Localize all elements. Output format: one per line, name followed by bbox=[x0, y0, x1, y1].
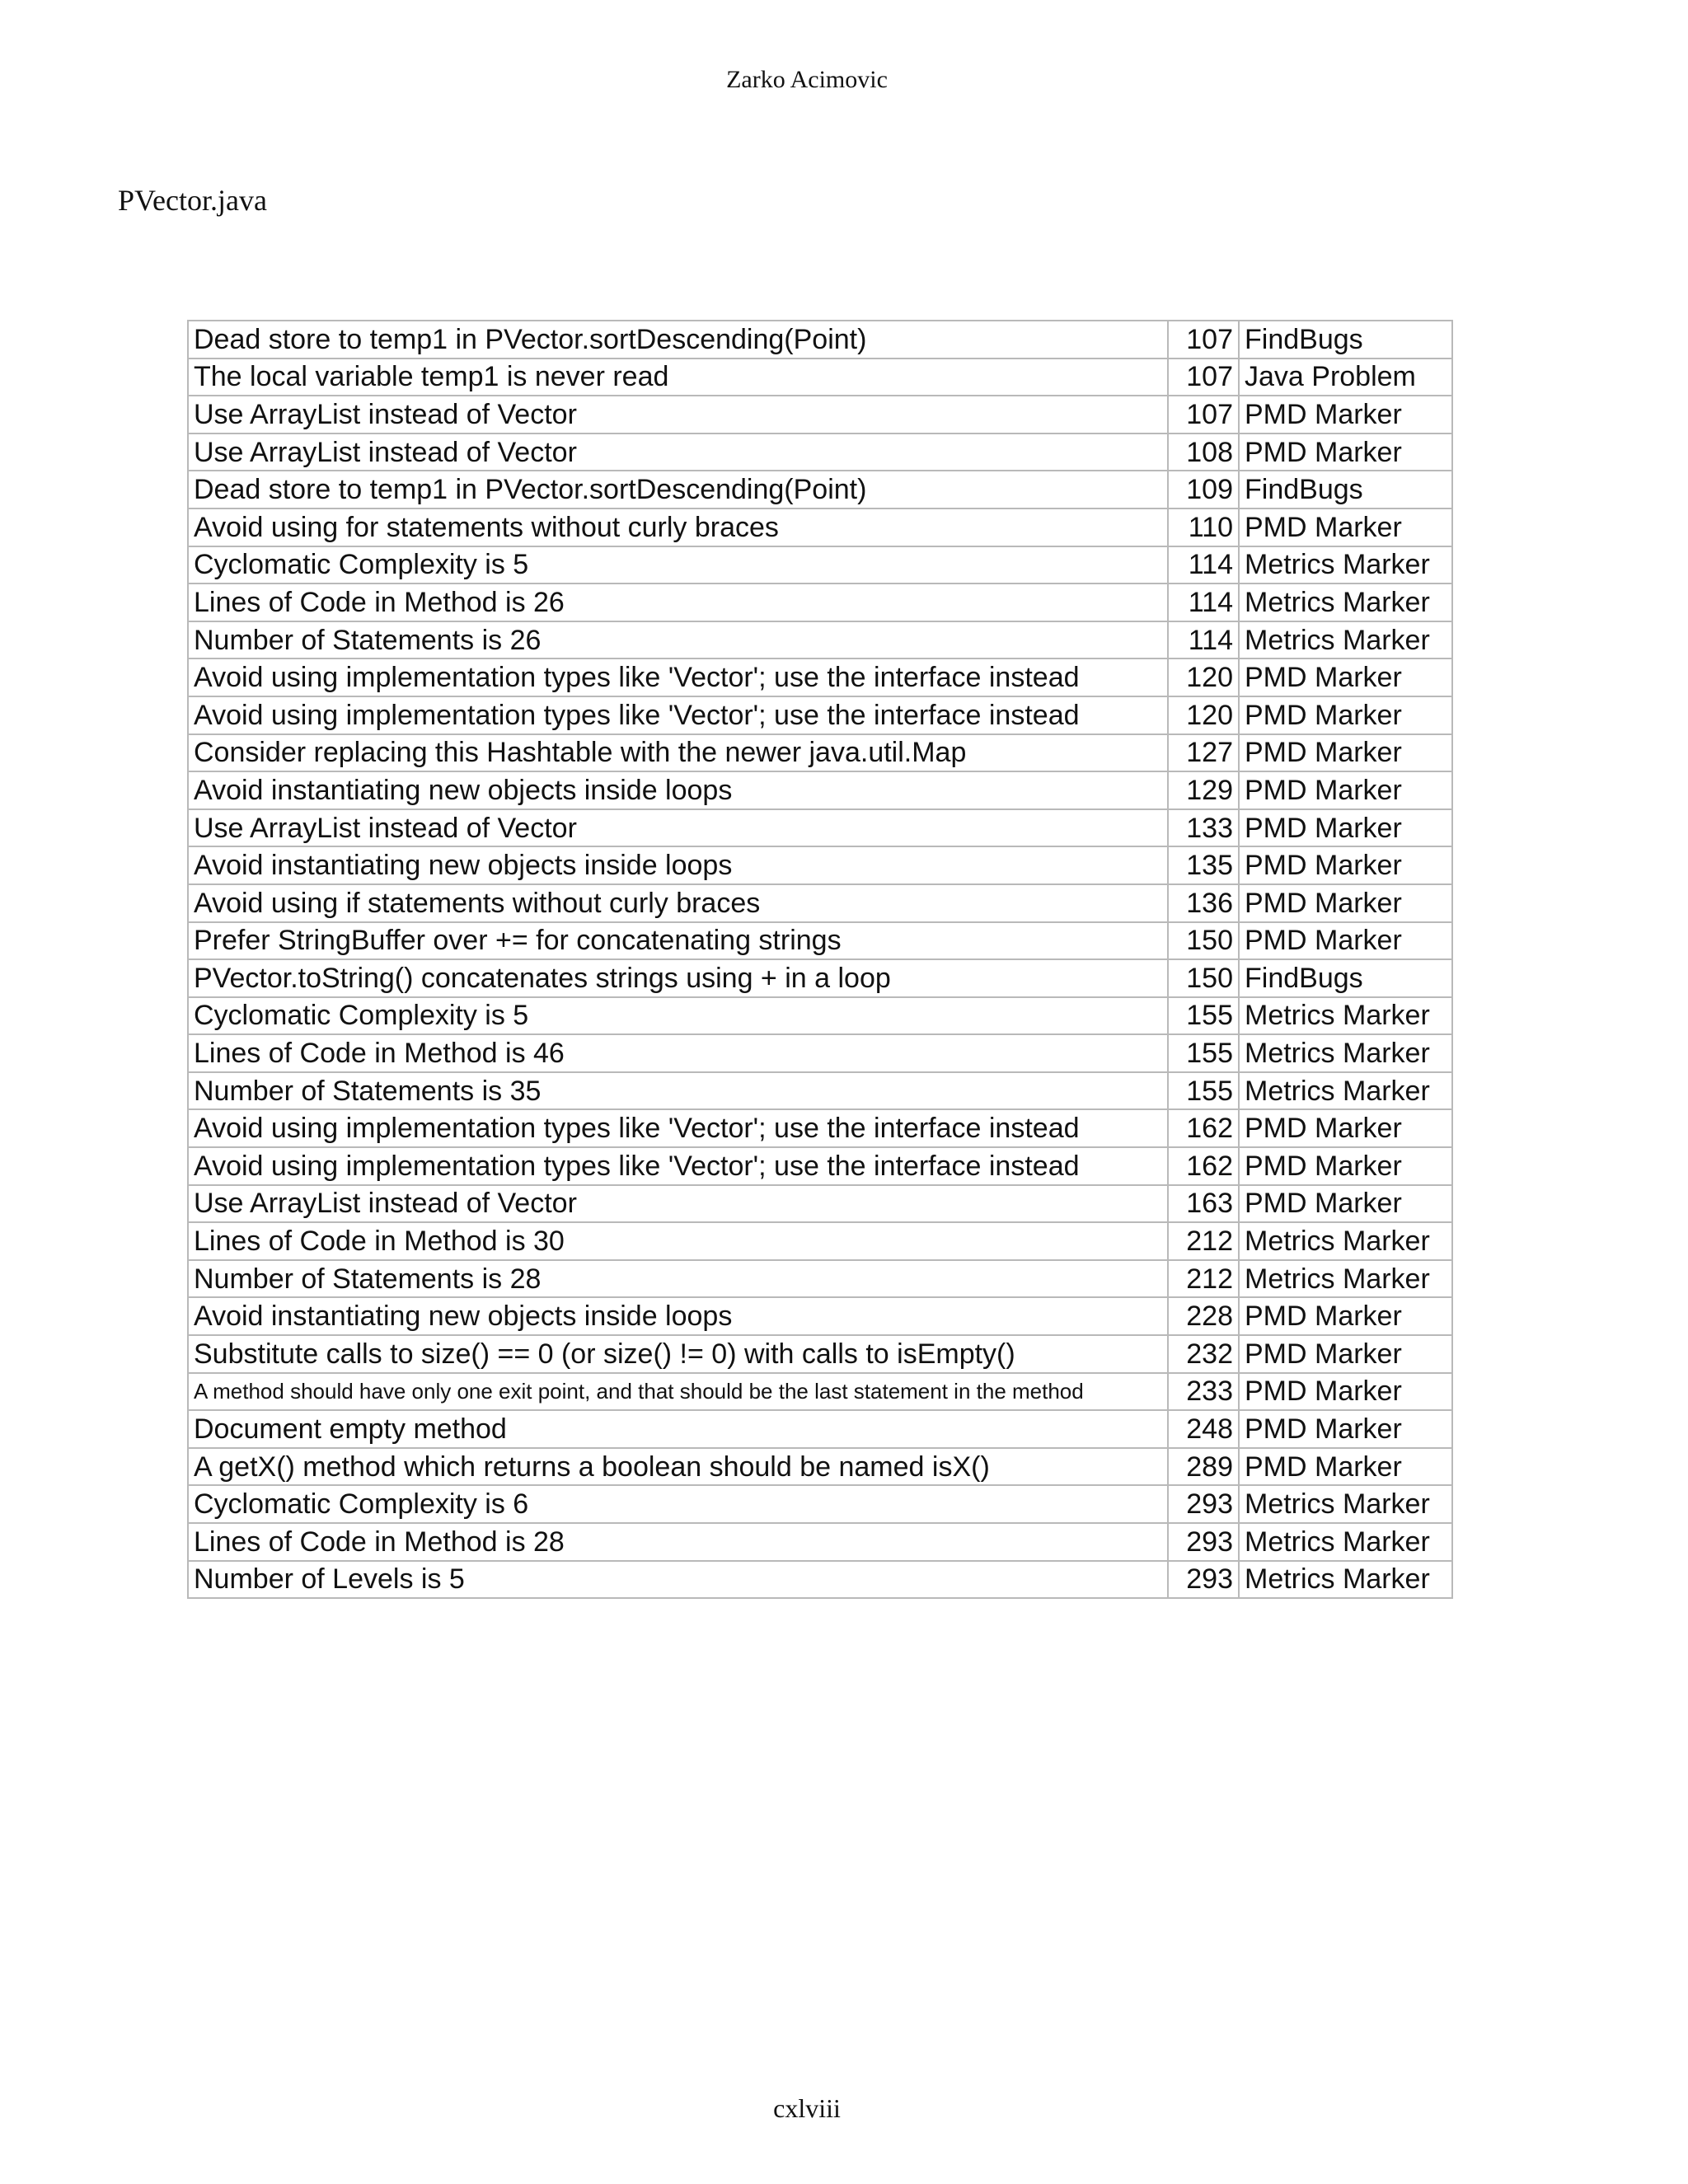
marker-type-cell: Metrics Marker bbox=[1239, 1034, 1452, 1072]
issue-message-cell: Lines of Code in Method is 26 bbox=[188, 583, 1168, 621]
line-number-cell: 163 bbox=[1168, 1185, 1239, 1223]
line-number-cell: 228 bbox=[1168, 1297, 1239, 1335]
line-number-cell: 293 bbox=[1168, 1523, 1239, 1561]
issue-message-cell: Number of Levels is 5 bbox=[188, 1561, 1168, 1599]
line-number-cell: 114 bbox=[1168, 583, 1239, 621]
line-number-cell: 150 bbox=[1168, 959, 1239, 997]
table-row bbox=[188, 509, 1452, 546]
issue-message-cell: Avoid instantiating new objects inside loops bbox=[188, 846, 1168, 884]
line-number-cell: 136 bbox=[1168, 884, 1239, 922]
line-number-cell: 107 bbox=[1168, 396, 1239, 434]
table-row bbox=[188, 1185, 1452, 1223]
table-row bbox=[188, 696, 1452, 734]
marker-type-cell: Metrics Marker bbox=[1239, 583, 1452, 621]
marker-type-cell: PMD Marker bbox=[1239, 1410, 1452, 1448]
marker-type-cell: Metrics Marker bbox=[1239, 1222, 1452, 1260]
table-row bbox=[188, 1335, 1452, 1373]
issue-message-cell: Avoid instantiating new objects inside loops bbox=[188, 771, 1168, 809]
table-row bbox=[188, 922, 1452, 960]
line-number-cell: 293 bbox=[1168, 1485, 1239, 1523]
issue-message-cell: Number of Statements is 35 bbox=[188, 1072, 1168, 1110]
marker-type-cell: PMD Marker bbox=[1239, 1147, 1452, 1185]
marker-type-cell: FindBugs bbox=[1239, 471, 1452, 509]
issue-message-cell: A getX() method which returns a boolean should be named isX() bbox=[188, 1448, 1168, 1486]
table-row bbox=[188, 1523, 1452, 1561]
line-number-cell: 155 bbox=[1168, 1034, 1239, 1072]
table-row bbox=[188, 1260, 1452, 1298]
issue-message-cell: Substitute calls to size() == 0 (or size() != 0) with calls to isEmpty() bbox=[188, 1335, 1168, 1373]
line-number-cell: 150 bbox=[1168, 922, 1239, 960]
table-row bbox=[188, 1222, 1452, 1260]
table-row bbox=[188, 1485, 1452, 1523]
issue-message-cell: Dead store to temp1 in PVector.sortDescending(Point) bbox=[188, 471, 1168, 509]
issue-message-cell: Lines of Code in Method is 46 bbox=[188, 1034, 1168, 1072]
line-number-cell: 107 bbox=[1168, 321, 1239, 359]
marker-type-cell: PMD Marker bbox=[1239, 884, 1452, 922]
issue-message-cell: The local variable temp1 is never read bbox=[188, 359, 1168, 396]
marker-type-cell: PMD Marker bbox=[1239, 734, 1452, 772]
issue-message-cell: Lines of Code in Method is 28 bbox=[188, 1523, 1168, 1561]
marker-type-cell: Metrics Marker bbox=[1239, 1523, 1452, 1561]
line-number-cell: 127 bbox=[1168, 734, 1239, 772]
issue-message-cell: Prefer StringBuffer over += for concatenating strings bbox=[188, 922, 1168, 960]
table-row bbox=[188, 471, 1452, 509]
marker-type-cell: PMD Marker bbox=[1239, 434, 1452, 471]
issue-message-cell: Avoid using if statements without curly braces bbox=[188, 884, 1168, 922]
table-row bbox=[188, 658, 1452, 696]
line-number-cell: 114 bbox=[1168, 621, 1239, 659]
issue-message-cell: Avoid using for statements without curly braces bbox=[188, 509, 1168, 546]
marker-type-cell: PMD Marker bbox=[1239, 1335, 1452, 1373]
line-number-cell: 114 bbox=[1168, 546, 1239, 584]
marker-type-cell: Metrics Marker bbox=[1239, 1072, 1452, 1110]
line-number-cell: 293 bbox=[1168, 1561, 1239, 1599]
line-number-cell: 212 bbox=[1168, 1260, 1239, 1298]
issue-message-cell: Cyclomatic Complexity is 6 bbox=[188, 1485, 1168, 1523]
table-row bbox=[188, 434, 1452, 471]
issue-message-cell: Number of Statements is 26 bbox=[188, 621, 1168, 659]
marker-type-cell: FindBugs bbox=[1239, 959, 1452, 997]
line-number-cell: 129 bbox=[1168, 771, 1239, 809]
line-number-cell: 120 bbox=[1168, 696, 1239, 734]
issue-message-cell: Use ArrayList instead of Vector bbox=[188, 1185, 1168, 1223]
table-row bbox=[188, 846, 1452, 884]
marker-type-cell: PMD Marker bbox=[1239, 1448, 1452, 1486]
marker-type-cell: Metrics Marker bbox=[1239, 1260, 1452, 1298]
marker-type-cell: FindBugs bbox=[1239, 321, 1452, 359]
line-number-cell: 155 bbox=[1168, 1072, 1239, 1110]
table-row bbox=[188, 1297, 1452, 1335]
line-number-cell: 162 bbox=[1168, 1147, 1239, 1185]
marker-type-cell: PMD Marker bbox=[1239, 809, 1452, 847]
issue-message-cell: Lines of Code in Method is 30 bbox=[188, 1222, 1168, 1260]
line-number-cell: 120 bbox=[1168, 658, 1239, 696]
issue-message-cell: Avoid using implementation types like 'Vector'; use the interface instead bbox=[188, 1147, 1168, 1185]
marker-type-cell: PMD Marker bbox=[1239, 696, 1452, 734]
marker-type-cell: Metrics Marker bbox=[1239, 1485, 1452, 1523]
table-row bbox=[188, 321, 1452, 359]
issue-message-cell: Number of Statements is 28 bbox=[188, 1260, 1168, 1298]
line-number-cell: 133 bbox=[1168, 809, 1239, 847]
line-number-cell: 162 bbox=[1168, 1109, 1239, 1147]
marker-type-cell: Metrics Marker bbox=[1239, 997, 1452, 1035]
issue-message-cell: Avoid using implementation types like 'Vector'; use the interface instead bbox=[188, 658, 1168, 696]
line-number-cell: 233 bbox=[1168, 1373, 1239, 1411]
line-number-cell: 107 bbox=[1168, 359, 1239, 396]
marker-type-cell: PMD Marker bbox=[1239, 658, 1452, 696]
issue-message-cell: Avoid using implementation types like 'Vector'; use the interface instead bbox=[188, 1109, 1168, 1147]
page-number: cxlviii bbox=[773, 2093, 841, 2123]
marker-type-cell: PMD Marker bbox=[1239, 1185, 1452, 1223]
table-row bbox=[188, 1373, 1452, 1411]
issues-table bbox=[187, 320, 1453, 1599]
line-number-cell: 155 bbox=[1168, 997, 1239, 1035]
section-title: PVector.java bbox=[118, 184, 267, 217]
line-number-cell: 232 bbox=[1168, 1335, 1239, 1373]
table-row bbox=[188, 1034, 1452, 1072]
table-row bbox=[188, 771, 1452, 809]
table-row bbox=[188, 1109, 1452, 1147]
table-row bbox=[188, 1448, 1452, 1486]
issues-table-body bbox=[188, 321, 1452, 1598]
table-row bbox=[188, 1410, 1452, 1448]
marker-type-cell: Metrics Marker bbox=[1239, 1561, 1452, 1599]
issue-message-cell: Cyclomatic Complexity is 5 bbox=[188, 997, 1168, 1035]
table-row bbox=[188, 546, 1452, 584]
table-row bbox=[188, 997, 1452, 1035]
table-row bbox=[188, 583, 1452, 621]
marker-type-cell: PMD Marker bbox=[1239, 771, 1452, 809]
line-number-cell: 289 bbox=[1168, 1448, 1239, 1486]
marker-type-cell: Java Problem bbox=[1239, 359, 1452, 396]
line-number-cell: 135 bbox=[1168, 846, 1239, 884]
table-row bbox=[188, 884, 1452, 922]
marker-type-cell: PMD Marker bbox=[1239, 1109, 1452, 1147]
table-row bbox=[188, 809, 1452, 847]
table-row bbox=[188, 734, 1452, 772]
table-row bbox=[188, 1072, 1452, 1110]
marker-type-cell: PMD Marker bbox=[1239, 396, 1452, 434]
line-number-cell: 212 bbox=[1168, 1222, 1239, 1260]
issue-message-cell: Consider replacing this Hashtable with the newer java.util.Map bbox=[188, 734, 1168, 772]
line-number-cell: 109 bbox=[1168, 471, 1239, 509]
marker-type-cell: Metrics Marker bbox=[1239, 621, 1452, 659]
issue-message-cell: Dead store to temp1 in PVector.sortDescending(Point) bbox=[188, 321, 1168, 359]
table-row bbox=[188, 1561, 1452, 1599]
marker-type-cell: PMD Marker bbox=[1239, 846, 1452, 884]
issue-message-cell: Use ArrayList instead of Vector bbox=[188, 809, 1168, 847]
marker-type-cell: PMD Marker bbox=[1239, 509, 1452, 546]
table-row bbox=[188, 396, 1452, 434]
issue-message-cell: A method should have only one exit point, and that should be the last statement in the method bbox=[188, 1373, 1168, 1411]
issue-message-cell: Use ArrayList instead of Vector bbox=[188, 434, 1168, 471]
line-number-cell: 108 bbox=[1168, 434, 1239, 471]
issue-message-cell: Avoid using implementation types like 'Vector'; use the interface instead bbox=[188, 696, 1168, 734]
table-row bbox=[188, 359, 1452, 396]
table-row bbox=[188, 959, 1452, 997]
marker-type-cell: PMD Marker bbox=[1239, 922, 1452, 960]
marker-type-cell: PMD Marker bbox=[1239, 1373, 1452, 1411]
marker-type-cell: Metrics Marker bbox=[1239, 546, 1452, 584]
issue-message-cell: Document empty method bbox=[188, 1410, 1168, 1448]
table-row bbox=[188, 621, 1452, 659]
running-header-author: Zarko Acimovic bbox=[726, 66, 888, 93]
issue-message-cell: PVector.toString() concatenates strings using + in a loop bbox=[188, 959, 1168, 997]
marker-type-cell: PMD Marker bbox=[1239, 1297, 1452, 1335]
issue-message-cell: Avoid instantiating new objects inside loops bbox=[188, 1297, 1168, 1335]
line-number-cell: 248 bbox=[1168, 1410, 1239, 1448]
issue-message-cell: Cyclomatic Complexity is 5 bbox=[188, 546, 1168, 584]
line-number-cell: 110 bbox=[1168, 509, 1239, 546]
table-row bbox=[188, 1147, 1452, 1185]
issue-message-cell: Use ArrayList instead of Vector bbox=[188, 396, 1168, 434]
